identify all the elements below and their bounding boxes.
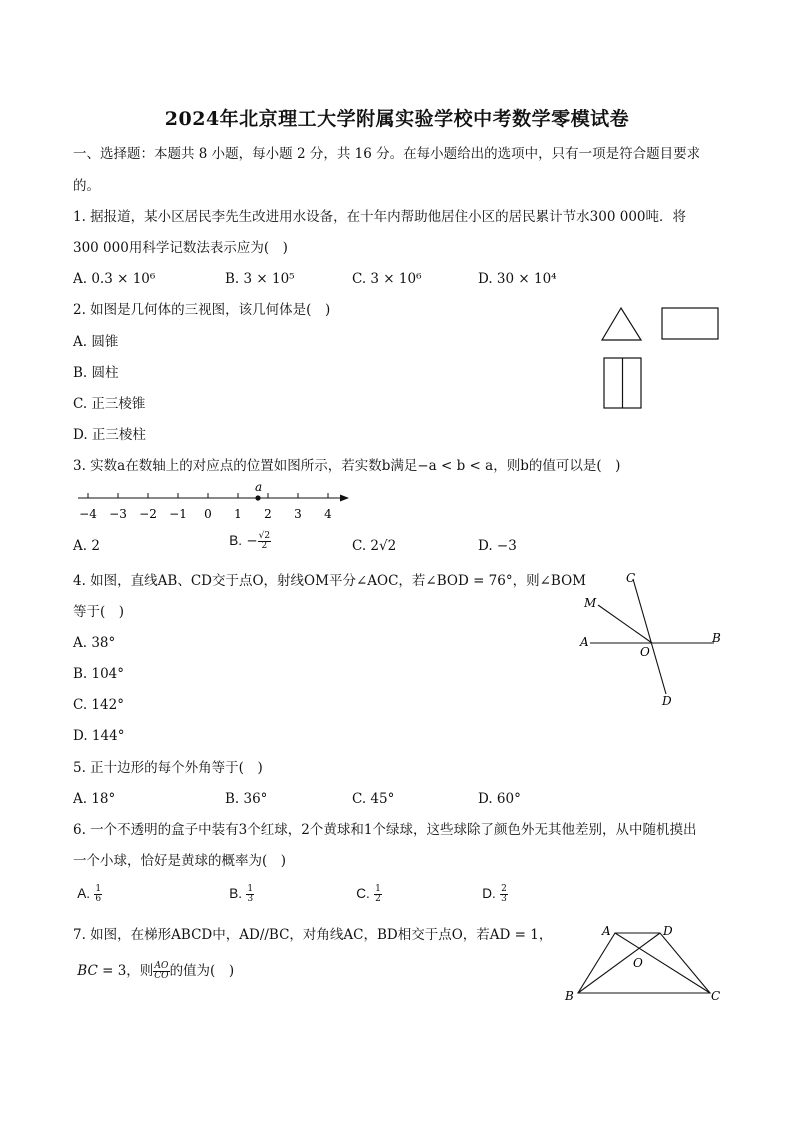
number-line-tick-label: 1 <box>234 507 242 521</box>
label-d: D <box>662 694 672 708</box>
q2-stem: 2. 如图是几何体的三视图，该几何体是( ) <box>73 302 331 318</box>
number-line-tick-label: 4 <box>324 507 332 521</box>
diagonal-ac <box>615 933 710 993</box>
q4-option-a[interactable]: A. 38° <box>73 635 116 651</box>
label-o: O <box>633 956 643 970</box>
q1-option-a[interactable]: A. 0.3 × 10⁶ <box>73 271 156 287</box>
front-view-triangle <box>602 308 641 340</box>
q3-option-d[interactable]: D. −3 <box>478 538 517 554</box>
label-c: C <box>626 571 636 585</box>
label-o: O <box>640 645 650 659</box>
q6-option-c[interactable]: C. $\frac{1}{2}$ <box>356 884 381 904</box>
diagonal-bd <box>578 933 660 993</box>
q5-option-c[interactable]: C. 45° <box>352 791 395 807</box>
number-line-tick-label: −4 <box>79 507 97 521</box>
q2-option-a[interactable]: A. 圆锥 <box>73 334 119 350</box>
page-title: 2024年北京理工大学附属实验学校中考数学零模试卷 <box>164 108 630 130</box>
q6-option-d[interactable]: D. $\frac{2}{3}$ <box>482 884 507 904</box>
label-m: M <box>584 596 597 610</box>
q1-option-d[interactable]: D. 30 × 10⁴ <box>478 271 557 287</box>
q4-option-d[interactable]: D. 144° <box>73 728 125 744</box>
q2-option-d[interactable]: D. 正三棱柱 <box>73 427 146 443</box>
q4-stem-line2: 等于( ) <box>73 604 125 620</box>
q3-option-c[interactable]: C. 2√2 <box>352 538 397 554</box>
q4-option-b[interactable]: B. 104° <box>73 666 125 682</box>
number-line-tick-label: 2 <box>264 507 272 521</box>
q3-number-line <box>70 478 360 524</box>
number-line-tick-label: 0 <box>204 507 212 521</box>
q1-option-b[interactable]: B. 3 × 10⁵ <box>225 271 295 287</box>
number-line-arrow <box>340 495 349 502</box>
q1-stem-line2: 300 000用科学记数法表示应为( ) <box>73 240 288 256</box>
q6-option-a[interactable]: A. $\frac{1}{6}$ <box>77 884 102 904</box>
number-line-tick-label: 3 <box>294 507 302 521</box>
label-a: A <box>580 635 589 649</box>
number-line-tick-label: −1 <box>169 507 187 521</box>
q3-stem: 3. 实数a在数轴上的对应点的位置如图所示，若实数b满足−a < b < a，则b的值可以是( ) <box>73 458 621 474</box>
q7-stem-line1: 7. 如图，在梯形ABCD中，AD//BC，对角线AC，BD相交于点O，若AD = 1， <box>73 927 553 943</box>
q4-intersecting-lines-figure <box>578 566 728 712</box>
point-a <box>255 495 260 500</box>
q2-option-c[interactable]: C. 正三棱锥 <box>73 396 146 412</box>
q5-option-d[interactable]: D. 60° <box>478 791 521 807</box>
q6-option-b[interactable]: B. $\frac{1}{3}$ <box>229 884 254 904</box>
q1-stem-line1: 1. 据报道，某小区居民李先生改进用水设备，在十年内帮助他居住小区的居民累计节水300 000吨．将 <box>73 209 686 225</box>
q5-option-a[interactable]: A. 18° <box>73 791 116 807</box>
section-header-line2: 的。 <box>73 178 100 194</box>
q3-option-b[interactable]: B. − $\frac{√2}{2}$ <box>229 531 271 551</box>
line-cd <box>633 579 666 694</box>
q5-stem: 5. 正十边形的每个外角等于( ) <box>73 760 263 776</box>
q3-option-a[interactable]: A. 2 <box>73 538 100 554</box>
number-line-tick-label: −3 <box>109 507 127 521</box>
label-c: C <box>711 989 721 1003</box>
label-b: B <box>712 631 721 645</box>
point-a-label: a <box>255 480 263 494</box>
section-header-line1: 一、选择题：本题共 8 小题，每小题 2 分，共 16 分。在每小题给出的选项中，只有一项是符合题目要求 <box>73 146 701 162</box>
ray-om <box>598 605 652 643</box>
label-a: A <box>602 924 611 938</box>
label-d: D <box>663 924 673 938</box>
trapezoid-abcd <box>578 933 710 993</box>
q2-option-b[interactable]: B. 圆柱 <box>73 365 119 381</box>
q6-stem-line1: 6. 一个不透明的盒子中装有3个红球，2个黄球和1个绿球，这些球除了颜色外无其他差别，从中随机摸出 <box>73 822 697 838</box>
q7-stem-line2: BC = 3，则 $\frac{AO}{CO}$ 的值为( ) <box>77 961 235 981</box>
q1-option-c[interactable]: C. 3 × 10⁶ <box>352 271 422 287</box>
q5-option-b[interactable]: B. 36° <box>225 791 268 807</box>
number-line-tick-label: −2 <box>139 507 157 521</box>
q6-stem-line2: 一个小球，恰好是黄球的概率为( ) <box>73 853 287 869</box>
label-b: B <box>565 989 574 1003</box>
q4-stem-line1: 4. 如图，直线AB、CD交于点O，射线OM平分∠AOC，若∠BOD = 76°，则∠BOM <box>73 573 586 589</box>
q7-trapezoid-figure <box>560 918 730 1008</box>
side-view-rectangle <box>662 308 718 339</box>
q4-option-c[interactable]: C. 142° <box>73 697 124 713</box>
q2-three-views-figure <box>598 300 722 412</box>
